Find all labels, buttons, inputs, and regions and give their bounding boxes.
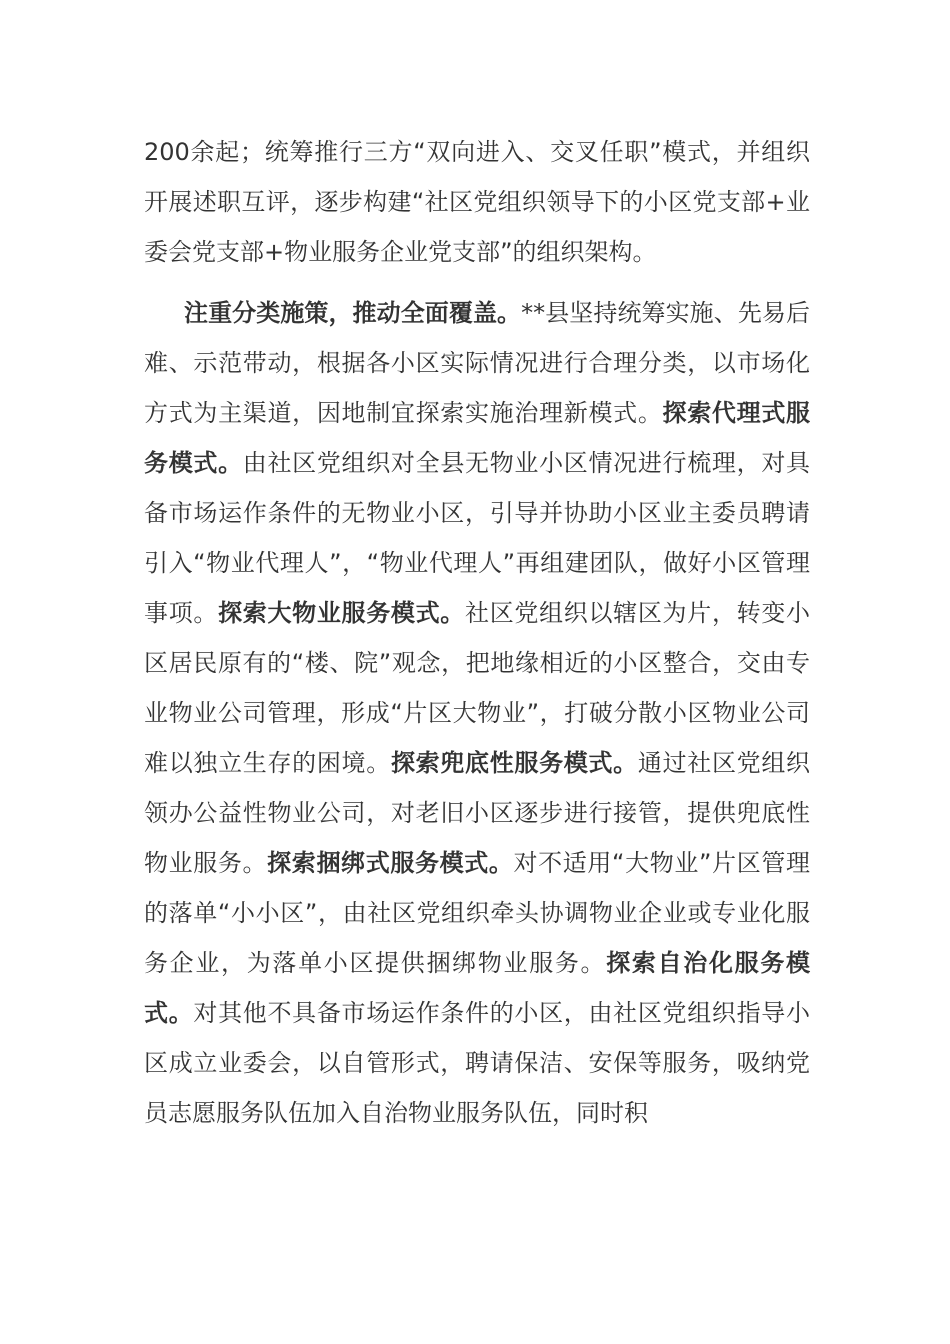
mode-1-title: 探索代理式服务模式。 <box>144 399 811 477</box>
mode-2-body: 社区党组织以辖区为片，转变小区居民原有的“楼、院”观念，把地缘相近的小区整合，交由专业物业公司管理，形成“片区大物业”，打破分散小区物业公司难以独立生存的困境。 <box>144 599 811 777</box>
mode-4-title: 探索捆绑式服务模式。 <box>267 849 514 877</box>
mode-2-title: 探索大物业服务模式。 <box>218 599 466 627</box>
paragraph-2-heading: 注重分类施策，推动全面覆盖。 <box>184 299 522 327</box>
paragraph-2-intro: **县坚持统筹实施、先易后难、示范带动，根据各小区实际情况进行合理分类，以市场化方式为主渠道，因地制宜探索实施治理新模式。 <box>144 299 811 427</box>
paragraph-1-text: 200余起；统筹推行三方“双向进入、交叉任职”模式，并组织开展述职互评，逐步构建“社区党组织领导下的小区党支部+业委会党支部+物业服务企业党支部”的组织架构。 <box>144 138 810 266</box>
paragraph-1 <box>144 127 810 277</box>
mode-3-body: 通过社区党组织领办公益性物业公司，对老旧小区逐步进行接管，提供兜底性物业服务。 <box>144 749 811 877</box>
mode-3-title: 探索兜底性服务模式。 <box>390 749 638 777</box>
paragraph-2 <box>144 288 810 1138</box>
mode-1-body: 由社区党组织对全县无物业小区情况进行梳理，对具备市场运作条件的无物业小区，引导并协助小区业主委员聘请引入“物业代理人”，“物业代理人”再组建团队，做好小区管理事项。 <box>144 449 811 627</box>
mode-5-title: 探索自治化服务模式。 <box>144 949 811 1027</box>
mode-4-body: 对不适用“大物业”片区管理的落单“小小区”，由社区党组织牵头协调物业企业或专业化服务企业，为落单小区提供捆绑物业服务。 <box>144 849 810 977</box>
mode-5-body: 对其他不具备市场运作条件的小区，由社区党组织指导小区成立业委会，以自管形式，聘请保洁、安保等服务，吸纳党员志愿服务队伍加入自治物业服务队伍，同时积 <box>144 999 811 1127</box>
